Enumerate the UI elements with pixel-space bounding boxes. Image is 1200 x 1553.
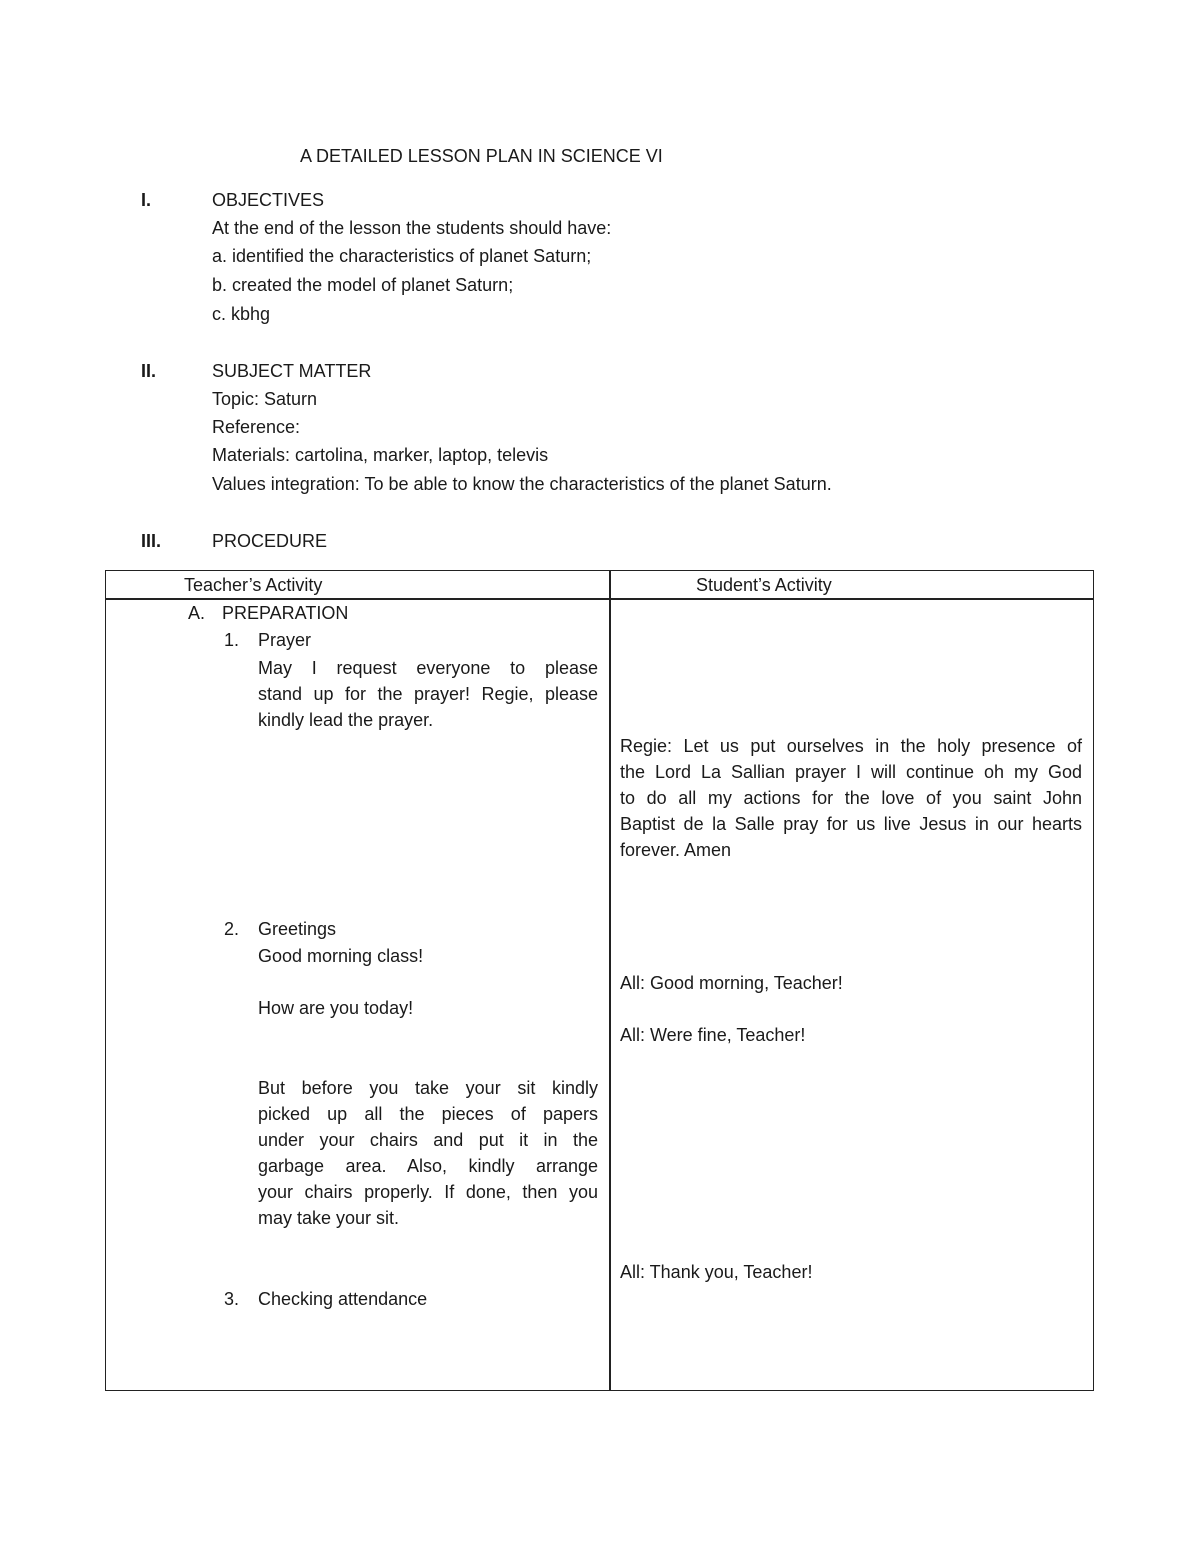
teacher-greeting: Good morning class! <box>258 946 424 966</box>
text-line: May I request everyone to please <box>258 658 598 678</box>
text-line: picked up all the pieces of papers <box>258 1104 598 1124</box>
subject-matter-line: Reference: <box>212 417 301 437</box>
teacher-activity-header: Teacher’s Activity <box>184 575 323 595</box>
text-line: stand up for the prayer! Regie, please <box>258 684 598 704</box>
text-line: the Lord La Sallian prayer I will continue oh my God <box>620 762 1082 782</box>
student-fine-reply: All: Were fine, Teacher! <box>620 1025 806 1045</box>
prayer-instructions <box>258 655 598 733</box>
text-line: But before you take your sit kindly <box>258 1078 598 1098</box>
student-activity-header: Student’s Activity <box>696 575 832 595</box>
section-numeral-objectives: I. <box>141 190 152 210</box>
student-thanks-reply: All: Thank you, Teacher! <box>620 1262 813 1282</box>
objective-item: c. kbhg <box>212 304 271 324</box>
text-line: garbage area. Also, kindly arrange <box>258 1156 598 1176</box>
objective-item: a. identified the characteristics of planet Saturn; <box>212 246 592 266</box>
text-line: under your chairs and put it in the <box>258 1130 598 1150</box>
text-line: to do all my actions for the love of you saint John <box>620 788 1082 808</box>
text-line: kindly lead the prayer. <box>258 710 434 730</box>
student-greeting-reply: All: Good morning, Teacher! <box>620 973 843 993</box>
section-heading-subject-matter: SUBJECT MATTER <box>212 361 372 381</box>
text-line: Baptist de la Salle pray for us live Jesus in our hearts <box>620 814 1082 834</box>
document-title: A DETAILED LESSON PLAN IN SCIENCE VI <box>300 146 663 166</box>
subject-matter-line: Topic: Saturn <box>212 389 318 409</box>
header-divider <box>106 598 1093 600</box>
section-heading-objectives: OBJECTIVES <box>212 190 325 210</box>
section-numeral-subject-matter: II. <box>141 361 157 381</box>
objectives-intro: At the end of the lesson the students should have: <box>212 218 612 238</box>
text-line: forever. Amen <box>620 840 732 860</box>
section-numeral-procedure: III. <box>141 531 162 551</box>
text-line: may take your sit. <box>258 1208 400 1228</box>
text-line: Regie: Let us put ourselves in the holy presence of <box>620 736 1082 756</box>
step-number: 2. <box>224 919 240 939</box>
section-letter: A. <box>188 603 206 623</box>
student-prayer-response <box>620 733 1082 863</box>
step-number: 3. <box>224 1289 240 1309</box>
step-title-prayer: Prayer <box>258 630 312 650</box>
tidy-instructions <box>258 1075 598 1231</box>
step-title-attendance: Checking attendance <box>258 1289 428 1309</box>
text-line: your chairs properly. If done, then you <box>258 1182 598 1202</box>
step-title-greetings: Greetings <box>258 919 337 939</box>
section-title-preparation: PREPARATION <box>222 603 349 623</box>
procedure-table <box>105 570 1094 1391</box>
column-divider <box>609 571 611 1390</box>
subject-matter-line: Values integration: To be able to know the characteristics of the planet Saturn. <box>212 474 832 494</box>
objective-item: b. created the model of planet Saturn; <box>212 275 514 295</box>
section-heading-procedure: PROCEDURE <box>212 531 328 551</box>
step-number: 1. <box>224 630 240 650</box>
subject-matter-line: Materials: cartolina, marker, laptop, televis <box>212 445 549 465</box>
teacher-question: How are you today! <box>258 998 414 1018</box>
